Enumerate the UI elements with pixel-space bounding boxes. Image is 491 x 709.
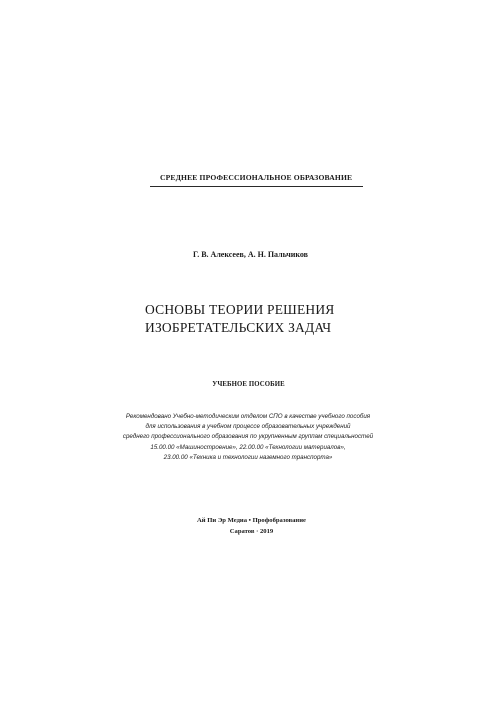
approval-line: среднего профессионального образования по укрупненным группам специальностей bbox=[122, 433, 374, 441]
publisher-city-year: Саратов · 2019 bbox=[229, 528, 274, 535]
approval-line: 15.00.00 «Машиностроение», 22.00.00 «Технологии материалов», bbox=[150, 443, 346, 451]
series-divider bbox=[150, 186, 363, 187]
publisher-block bbox=[0, 515, 491, 537]
approval-line: 23.00.00 «Техника и технологии наземного транспорта» bbox=[163, 453, 333, 461]
genre-label: УЧЕБНОЕ ПОСОБИЕ bbox=[212, 381, 285, 388]
authors: Г. В. Алексеев, А. Н. Пальчиков bbox=[193, 250, 308, 259]
series-heading: СРЕДНЕЕ ПРОФЕССИОНАЛЬНОЕ ОБРАЗОВАНИЕ bbox=[160, 173, 353, 182]
book-title-line: ИЗОБРЕТАТЕЛЬСКИХ ЗАДАЧ bbox=[145, 320, 332, 335]
book-title bbox=[145, 301, 405, 337]
approval-stamp bbox=[112, 412, 384, 463]
book-title-line: ОСНОВЫ ТЕОРИИ РЕШЕНИЯ bbox=[145, 302, 335, 317]
approval-line: для использования в учебном процессе образовательных учреждений bbox=[145, 423, 351, 431]
approval-line: Рекомендовано Учебно-методическим отделом СПО в качестве учебного пособия bbox=[125, 413, 371, 420]
publisher-name: Ай Пи Эр Медиа • Профобразование bbox=[197, 517, 306, 524]
